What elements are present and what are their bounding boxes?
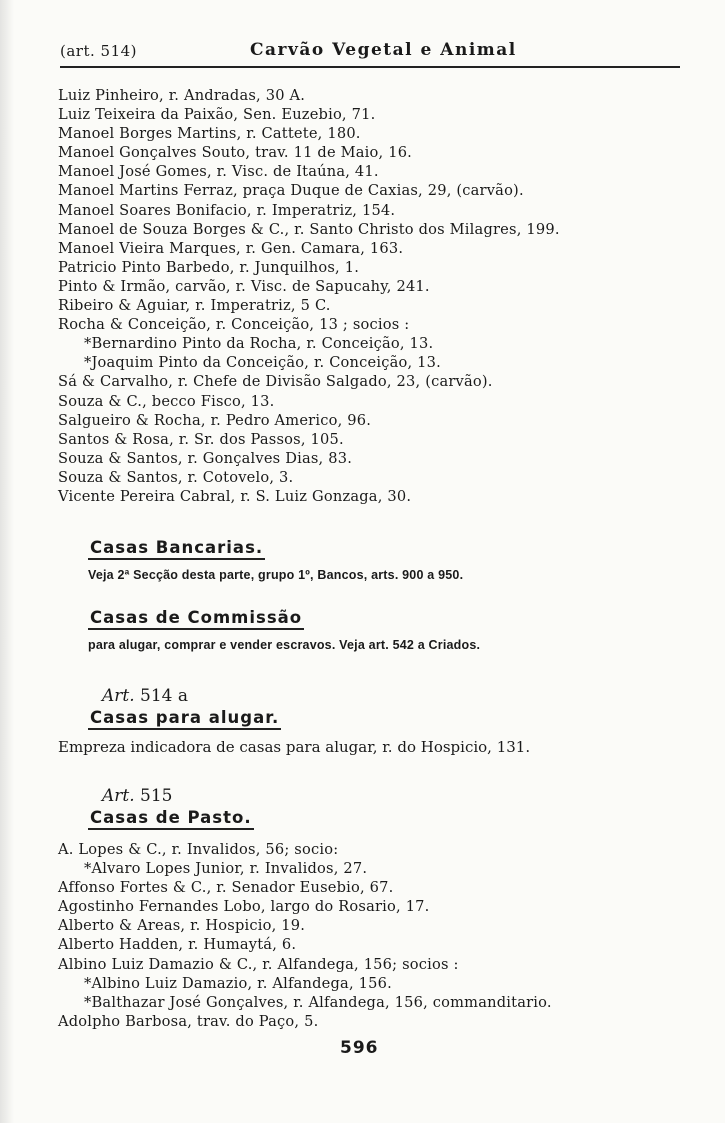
list-item: Luiz Pinheiro, r. Andradas, 30 A. xyxy=(58,87,306,104)
list-item: Manoel de Souza Borges & C., r. Santo Christo dos Milagres, 199. xyxy=(58,220,560,238)
section-title: Casas Bancarias. xyxy=(88,538,265,560)
list-item: Luiz Teixeira da Paixão, Sen. Euzebio, 71. xyxy=(58,106,376,124)
header-title: Carvão Vegetal e Animal xyxy=(250,40,517,60)
list-item: Manoel Borges Martins, r. Cattete, 180. xyxy=(58,125,361,143)
list-item-partner: *Albino Luiz Damazio, r. Alfandega, 156. xyxy=(84,974,392,992)
list-item: Albino Luiz Damazio & C., r. Alfandega, 156; socios : xyxy=(58,955,459,973)
section-title: Casas de Pasto. xyxy=(88,808,254,830)
article-label xyxy=(102,686,698,706)
header-article: (art. 514) xyxy=(60,42,138,60)
list-item: Agostinho Fernandes Lobo, largo do Rosario, 17. xyxy=(58,898,430,916)
list-item: Manoel Vieira Marques, r. Gen. Camara, 163. xyxy=(58,239,404,257)
list-item: Rocha & Conceição, r. Conceição, 13 ; socios : xyxy=(58,316,410,334)
section-note: para alugar, comprar e vender escravos. Veja art. 542 a Criados. xyxy=(88,638,481,652)
article-number: 514 a xyxy=(140,686,189,706)
list-item: A. Lopes & C., r. Invalidos, 56; socio: xyxy=(58,841,339,858)
list-item: Vicente Pereira Cabral, r. S. Luiz Gonzaga, 30. xyxy=(58,487,412,505)
carvao-list xyxy=(58,86,698,506)
list-item: Affonso Fortes & C., r. Senador Eusebio, 67. xyxy=(58,879,394,897)
list-item: Souza & Santos, r. Gonçalves Dias, 83. xyxy=(58,449,353,467)
list-item: Manoel Martins Ferraz, praça Duque de Caxias, 29, (carvão). xyxy=(58,182,524,200)
list-item: Santos & Rosa, r. Sr. dos Passos, 105. xyxy=(58,430,344,448)
article-number: 515 xyxy=(140,786,173,806)
list-item: Souza & Santos, r. Cotovelo, 3. xyxy=(58,468,294,486)
list-item: Alberto Hadden, r. Humaytá, 6. xyxy=(58,936,297,954)
page-number: 596 xyxy=(340,1038,379,1058)
list-item-partner: *Alvaro Lopes Junior, r. Invalidos, 27. xyxy=(84,860,368,878)
page-header xyxy=(60,40,680,68)
list-item-partner: *Balthazar José Gonçalves, r. Alfandega, 156, commanditario. xyxy=(84,993,552,1011)
list-item-partner: *Bernardino Pinto da Rocha, r. Conceição, 13. xyxy=(84,335,434,353)
section-pasto xyxy=(58,786,698,1031)
list-item: Manoel Gonçalves Souto, trav. 11 de Maio, 16. xyxy=(58,144,413,162)
pasto-list xyxy=(58,840,698,1031)
list-item: Sá & Carvalho, r. Chefe de Divisão Salgado, 23, (carvão). xyxy=(58,373,493,391)
list-item: Salgueiro & Rocha, r. Pedro Americo, 96. xyxy=(58,411,372,429)
list-item: Alberto & Areas, r. Hospicio, 19. xyxy=(58,917,306,935)
list-item: Manoel José Gomes, r. Visc. de Itaúna, 41. xyxy=(58,163,379,181)
list-item: Ribeiro & Aguiar, r. Imperatriz, 5 C. xyxy=(58,297,331,315)
list-item-partner: *Joaquim Pinto da Conceição, r. Conceição, 13. xyxy=(84,354,441,372)
page-edge-shadow xyxy=(0,0,14,1123)
list-item: Patricio Pinto Barbedo, r. Junquilhos, 1. xyxy=(58,258,360,276)
section-title: Casas para alugar. xyxy=(88,708,281,730)
list-item: Pinto & Irmão, carvão, r. Visc. de Sapucahy, 241. xyxy=(58,277,430,295)
article-prefix: Art. xyxy=(102,786,135,806)
list-item: Souza & C., becco Fisco, 13. xyxy=(58,392,275,410)
list-item: Empreza indicadora de casas para alugar, r. do Hospicio, 131. xyxy=(58,738,531,756)
article-prefix: Art. xyxy=(102,686,135,706)
section-bancarias xyxy=(58,538,698,582)
section-note: Veja 2ª Secção desta parte, grupo 1º, Bancos, arts. 900 a 950. xyxy=(88,568,464,582)
list-item: Manoel Soares Bonifacio, r. Imperatriz, 154. xyxy=(58,201,396,219)
list-item: Adolpho Barbosa, trav. do Paço, 5. xyxy=(58,1012,319,1030)
section-alugar xyxy=(58,686,698,757)
article-label xyxy=(102,786,698,806)
section-commissao xyxy=(58,608,698,652)
section-title: Casas de Commissão xyxy=(88,608,304,630)
